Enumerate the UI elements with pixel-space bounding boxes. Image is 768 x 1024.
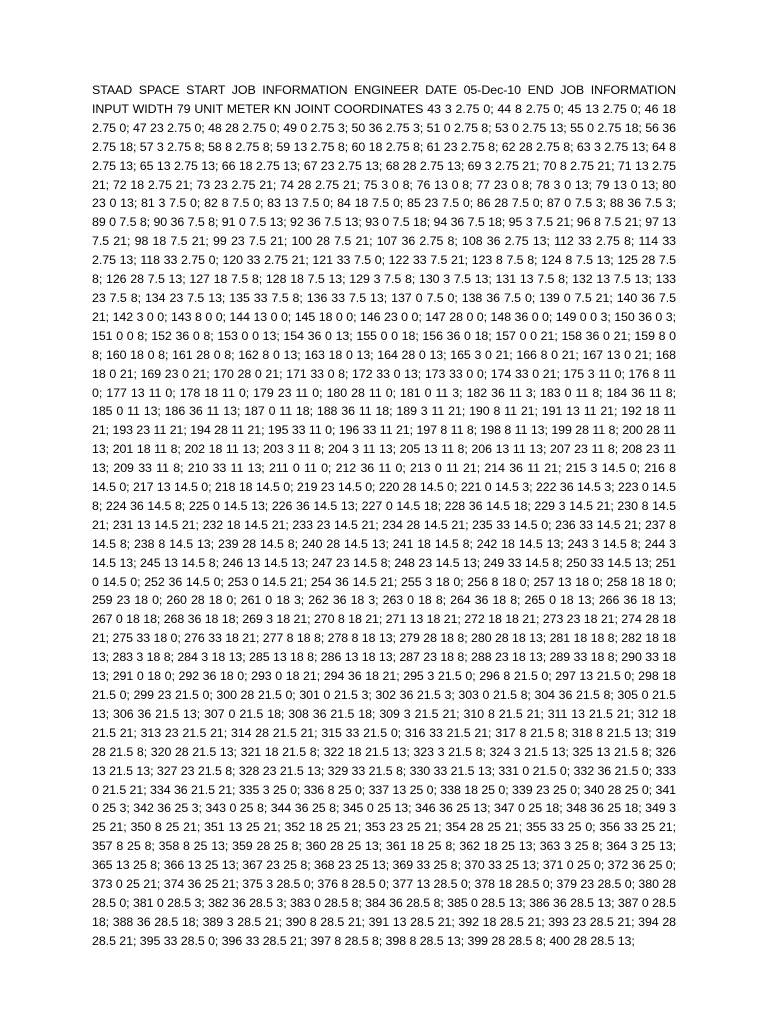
document-page (92, 81, 676, 951)
staad-input-text: STAAD SPACE START JOB INFORMATION ENGINEER DATE 05-Dec-10 END JOB INFORMATION INPUT WIDTH 79 UNIT METER KN JOINT COORDINATES 43 3 2.75 0; 44 8 2.75 0; 45 13 2.75 0; 46 18 2.75 0; 47 23 2.75 0; 48 28 2.75 0; 49 0 2.75 3; 50 36 2.75 3; 51 0 2.75 8; 53 0 2.75 13; 55 0 2.75 18; 56 36 2.75 18; 57 3 2.75 8; 58 8 2.75 8; 59 13 2.75 8; 60 18 2.75 8; 61 23 2.75 8; 62 28 2.75 8; 63 3 2.75 13; 64 8 2.75 13; 65 13 2.75 13; 66 18 2.75 13; 67 23 2.75 13; 68 28 2.75 13; 69 3 2.75 21; 70 8 2.75 21; 71 13 2.75 21; 72 18 2.75 21; 73 23 2.75 21; 74 28 2.75 21; 75 3 0 8; 76 13 0 8; 77 23 0 8; 78 3 0 13; 79 13 0 13; 80 23 0 13; 81 3 7.5 0; 82 8 7.5 0; 83 13 7.5 0; 84 18 7.5 0; 85 23 7.5 0; 86 28 7.5 0; 87 0 7.5 3; 88 36 7.5 3; 89 0 7.5 8; 90 36 7.5 8; 91 0 7.5 13; 92 36 7.5 13; 93 0 7.5 18; 94 36 7.5 18; 95 3 7.5 21; 96 8 7.5 21; 97 13 7.5 21; 98 18 7.5 21; 99 23 7.5 21; 100 28 7.5 21; 107 36 2.75 8; 108 36 2.75 13; 112 33 2.75 8; 114 33 2.75 13; 118 33 2.75 0; 120 33 2.75 21; 121 33 7.5 0; 122 33 7.5 21; 123 8 7.5 8; 124 8 7.5 13; 125 28 7.5 8; 126 28 7.5 13; 127 18 7.5 8; 128 18 7.5 13; 129 3 7.5 8; 130 3 7.5 13; 131 13 7.5 8; 132 13 7.5 13; 133 23 7.5 8; 134 23 7.5 13; 135 33 7.5 8; 136 33 7.5 13; 137 0 7.5 0; 138 36 7.5 0; 139 0 7.5 21; 140 36 7.5 21; 142 3 0 0; 143 8 0 0; 144 13 0 0; 145 18 0 0; 146 23 0 0; 147 28 0 0; 148 36 0 0; 149 0 0 3; 150 36 0 3; 151 0 0 8; 152 36 0 8; 153 0 0 13; 154 36 0 13; 155 0 0 18; 156 36 0 18; 157 0 0 21; 158 36 0 21; 159 8 0 8; 160 18 0 8; 161 28 0 8; 162 8 0 13; 163 18 0 13; 164 28 0 13; 165 3 0 21; 166 8 0 21; 167 13 0 21; 168 18 0 21; 169 23 0 21; 170 28 0 21; 171 33 0 8; 172 33 0 13; 173 33 0 0; 174 33 0 21; 175 3 11 0; 176 8 11 0; 177 13 11 0; 178 18 11 0; 179 23 11 0; 180 28 11 0; 181 0 11 3; 182 36 11 3; 183 0 11 8; 184 36 11 8; 185 0 11 13; 186 36 11 13; 187 0 11 18; 188 36 11 18; 189 3 11 21; 190 8 11 21; 191 13 11 21; 192 18 11 21; 193 23 11 21; 194 28 11 21; 195 33 11 0; 196 33 11 21; 197 8 11 8; 198 8 11 13; 199 28 11 8; 200 28 11 13; 201 18 11 8; 202 18 11 13; 203 3 11 8; 204 3 11 13; 205 13 11 8; 206 13 11 13; 207 23 11 8; 208 23 11 13; 209 33 11 8; 210 33 11 13; 211 0 11 0; 212 36 11 0; 213 0 11 21; 214 36 11 21; 215 3 14.5 0; 216 8 14.5 0; 217 13 14.5 0; 218 18 14.5 0; 219 23 14.5 0; 220 28 14.5 0; 221 0 14.5 3; 222 36 14.5 3; 223 0 14.5 8; 224 36 14.5 8; 225 0 14.5 13; 226 36 14.5 13; 227 0 14.5 18; 228 36 14.5 18; 229 3 14.5 21; 230 8 14.5 21; 231 13 14.5 21; 232 18 14.5 21; 233 23 14.5 21; 234 28 14.5 21; 235 33 14.5 0; 236 33 14.5 21; 237 8 14.5 8; 238 8 14.5 13; 239 28 14.5 8; 240 28 14.5 13; 241 18 14.5 8; 242 18 14.5 13; 243 3 14.5 8; 244 3 14.5 13; 245 13 14.5 8; 246 13 14.5 13; 247 23 14.5 8; 248 23 14.5 13; 249 33 14.5 8; 250 33 14.5 13; 251 0 14.5 0; 252 36 14.5 0; 253 0 14.5 21; 254 36 14.5 21; 255 3 18 0; 256 8 18 0; 257 13 18 0; 258 18 18 0; 259 23 18 0; 260 28 18 0; 261 0 18 3; 262 36 18 3; 263 0 18 8; 264 36 18 8; 265 0 18 13; 266 36 18 13; 267 0 18 18; 268 36 18 18; 269 3 18 21; 270 8 18 21; 271 13 18 21; 272 18 18 21; 273 23 18 21; 274 28 18 21; 275 33 18 0; 276 33 18 21; 277 8 18 8; 278 8 18 13; 279 28 18 8; 280 28 18 13; 281 18 18 8; 282 18 18 13; 283 3 18 8; 284 3 18 13; 285 13 18 8; 286 13 18 13; 287 23 18 8; 288 23 18 13; 289 33 18 8; 290 33 18 13; 291 0 18 0; 292 36 18 0; 293 0 18 21; 294 36 18 21; 295 3 21.5 0; 296 8 21.5 0; 297 13 21.5 0; 298 18 21.5 0; 299 23 21.5 0; 300 28 21.5 0; 301 0 21.5 3; 302 36 21.5 3; 303 0 21.5 8; 304 36 21.5 8; 305 0 21.5 13; 306 36 21.5 13; 307 0 21.5 18; 308 36 21.5 18; 309 3 21.5 21; 310 8 21.5 21; 311 13 21.5 21; 312 18 21.5 21; 313 23 21.5 21; 314 28 21.5 21; 315 33 21.5 0; 316 33 21.5 21; 317 8 21.5 8; 318 8 21.5 13; 319 28 21.5 8; 320 28 21.5 13; 321 18 21.5 8; 322 18 21.5 13; 323 3 21.5 8; 324 3 21.5 13; 325 13 21.5 8; 326 13 21.5 13; 327 23 21.5 8; 328 23 21.5 13; 329 33 21.5 8; 330 33 21.5 13; 331 0 21.5 0; 332 36 21.5 0; 333 0 21.5 21; 334 36 21.5 21; 335 3 25 0; 336 8 25 0; 337 13 25 0; 338 18 25 0; 339 23 25 0; 340 28 25 0; 341 0 25 3; 342 36 25 3; 343 0 25 8; 344 36 25 8; 345 0 25 13; 346 36 25 13; 347 0 25 18; 348 36 25 18; 349 3 25 21; 350 8 25 21; 351 13 25 21; 352 18 25 21; 353 23 25 21; 354 28 25 21; 355 33 25 0; 356 33 25 21; 357 8 25 8; 358 8 25 13; 359 28 25 8; 360 28 25 13; 361 18 25 8; 362 18 25 13; 363 3 25 8; 364 3 25 13; 365 13 25 8; 366 13 25 13; 367 23 25 8; 368 23 25 13; 369 33 25 8; 370 33 25 13; 371 0 25 0; 372 36 25 0; 373 0 25 21; 374 36 25 21; 375 3 28.5 0; 376 8 28.5 0; 377 13 28.5 0; 378 18 28.5 0; 379 23 28.5 0; 380 28 28.5 0; 381 0 28.5 3; 382 36 28.5 3; 383 0 28.5 8; 384 36 28.5 8; 385 0 28.5 13; 386 36 28.5 13; 387 0 28.5 18; 388 36 28.5 18; 389 3 28.5 21; 390 8 28.5 21; 391 13 28.5 21; 392 18 28.5 21; 393 23 28.5 21; 394 28 28.5 21; 395 33 28.5 0; 396 33 28.5 21; 397 8 28.5 8; 398 8 28.5 13; 399 28 28.5 8; 400 28 28.5 13; (92, 83, 676, 948)
